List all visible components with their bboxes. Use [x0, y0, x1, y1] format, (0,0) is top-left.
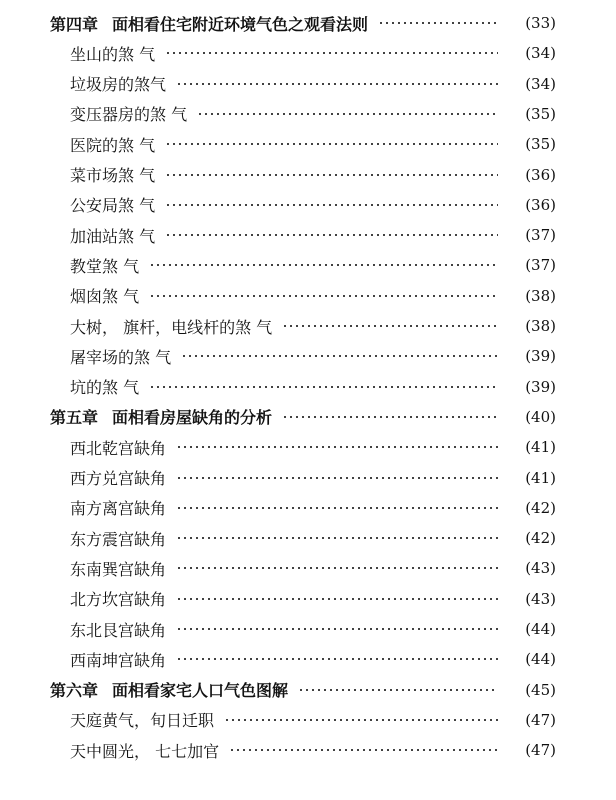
- section-row: [0, 614, 616, 644]
- section-row: [0, 220, 616, 250]
- dot-leader: [165, 52, 498, 54]
- page-number: (42): [525, 529, 556, 548]
- section-row: [0, 553, 616, 583]
- dot-leader: [181, 355, 498, 357]
- dot-leader: [176, 83, 498, 85]
- dot-leader: [176, 446, 498, 448]
- dot-leader: [282, 416, 498, 418]
- page-number: (36): [525, 165, 556, 184]
- section-title: 屠宰场的煞 气: [70, 347, 172, 367]
- section-row: [0, 69, 616, 99]
- page-number: (41): [525, 438, 556, 457]
- section-title: 变压器房的煞 气: [70, 105, 188, 125]
- chapter-title: 面相看住宅附近环境气色之观看法则: [112, 14, 369, 34]
- dot-leader: [176, 628, 498, 630]
- section-row: [0, 705, 616, 735]
- section-title: 大树， 旗杆，电线杆的煞 气: [70, 317, 273, 337]
- page-number: (47): [525, 741, 556, 760]
- section-title: 坐山的煞 气: [70, 44, 156, 64]
- page-number: (41): [525, 468, 556, 487]
- page-number: (33): [525, 14, 556, 32]
- page-number: (43): [525, 559, 556, 578]
- dot-leader: [224, 719, 498, 721]
- section-title: 天中圆光， 七七加官: [70, 741, 220, 761]
- section-row: [0, 493, 616, 523]
- chapter-row: [0, 402, 616, 432]
- dot-leader: [176, 598, 498, 600]
- page-number: (38): [525, 317, 556, 335]
- dot-leader: [176, 507, 498, 509]
- dot-leader: [165, 143, 498, 145]
- dot-leader: [165, 204, 498, 206]
- section-title: 天庭黄气，旬日迁职: [70, 711, 215, 731]
- chapter-number: 第六章: [50, 681, 99, 701]
- section-title: 坑的煞 气: [70, 378, 140, 398]
- page-number: (37): [525, 256, 556, 275]
- dot-leader: [176, 658, 498, 660]
- section-row: [0, 584, 616, 614]
- chapter-title: 面相看房屋缺角的分析: [112, 408, 273, 428]
- section-row: [0, 463, 616, 493]
- section-row: [0, 341, 616, 371]
- section-title: 加油站煞 气: [70, 226, 156, 246]
- chapter-row: [0, 675, 616, 705]
- page-number: (45): [525, 680, 556, 699]
- page-number: (43): [525, 589, 556, 608]
- dot-leader: [165, 234, 498, 236]
- section-row: [0, 432, 616, 462]
- page-number: (40): [525, 407, 556, 426]
- section-row: [0, 160, 616, 190]
- section-title: 烟囱煞 气: [70, 287, 140, 307]
- section-row: [0, 735, 616, 765]
- section-title: 东方震宫缺角: [70, 529, 167, 549]
- section-row: [0, 311, 616, 341]
- dot-leader: [229, 749, 498, 751]
- page-number: (35): [525, 104, 556, 123]
- page-number: (37): [525, 226, 556, 245]
- page-number: (44): [525, 650, 556, 669]
- section-row: [0, 281, 616, 311]
- page-number: (39): [525, 347, 556, 366]
- section-row: [0, 129, 616, 159]
- section-row: [0, 250, 616, 280]
- page-number: (34): [525, 74, 556, 93]
- section-title: 教堂煞 气: [70, 256, 140, 276]
- section-row: [0, 523, 616, 553]
- dot-leader: [282, 325, 498, 327]
- dot-leader: [165, 174, 498, 176]
- chapter-title: 面相看家宅人口气色图解: [112, 681, 289, 701]
- section-row: [0, 372, 616, 402]
- page-number: (44): [525, 620, 556, 638]
- section-title: 东北艮宫缺角: [70, 620, 167, 640]
- section-row: [0, 644, 616, 674]
- chapter-number: 第四章: [50, 14, 99, 34]
- section-row: [0, 38, 616, 68]
- section-title: 菜市场煞 气: [70, 166, 156, 185]
- dot-leader: [149, 264, 498, 266]
- chapter-row: [0, 8, 616, 38]
- dot-leader: [149, 386, 498, 388]
- dot-leader: [149, 295, 498, 297]
- page-number: (36): [525, 195, 556, 214]
- dot-leader: [176, 567, 498, 569]
- section-title: 西南坤宫缺角: [70, 650, 167, 670]
- page-number: (39): [525, 377, 556, 396]
- dot-leader: [197, 113, 498, 115]
- chapter-number: 第五章: [50, 408, 99, 428]
- page-number: (42): [525, 498, 556, 517]
- section-row: [0, 99, 616, 129]
- section-title: 西北乾宫缺角: [70, 438, 167, 458]
- dot-leader: [176, 537, 498, 539]
- section-title: 北方坎宫缺角: [70, 590, 167, 610]
- section-title: 南方离宫缺角: [70, 499, 167, 519]
- dot-leader: [298, 689, 498, 691]
- section-title: 公安局煞 气: [70, 196, 156, 216]
- dot-leader: [378, 22, 498, 24]
- section-title: 医院的煞 气: [70, 135, 156, 155]
- section-title: 东南巽宫缺角: [70, 559, 167, 579]
- page-number: (35): [525, 135, 556, 154]
- page-number: (47): [525, 710, 556, 729]
- section-title: 垃圾房的煞气: [70, 75, 167, 95]
- page-number: (38): [525, 286, 556, 305]
- page-number: (34): [525, 44, 556, 63]
- section-title: 西方兑宫缺角: [70, 469, 167, 488]
- dot-leader: [176, 477, 498, 479]
- section-row: [0, 190, 616, 220]
